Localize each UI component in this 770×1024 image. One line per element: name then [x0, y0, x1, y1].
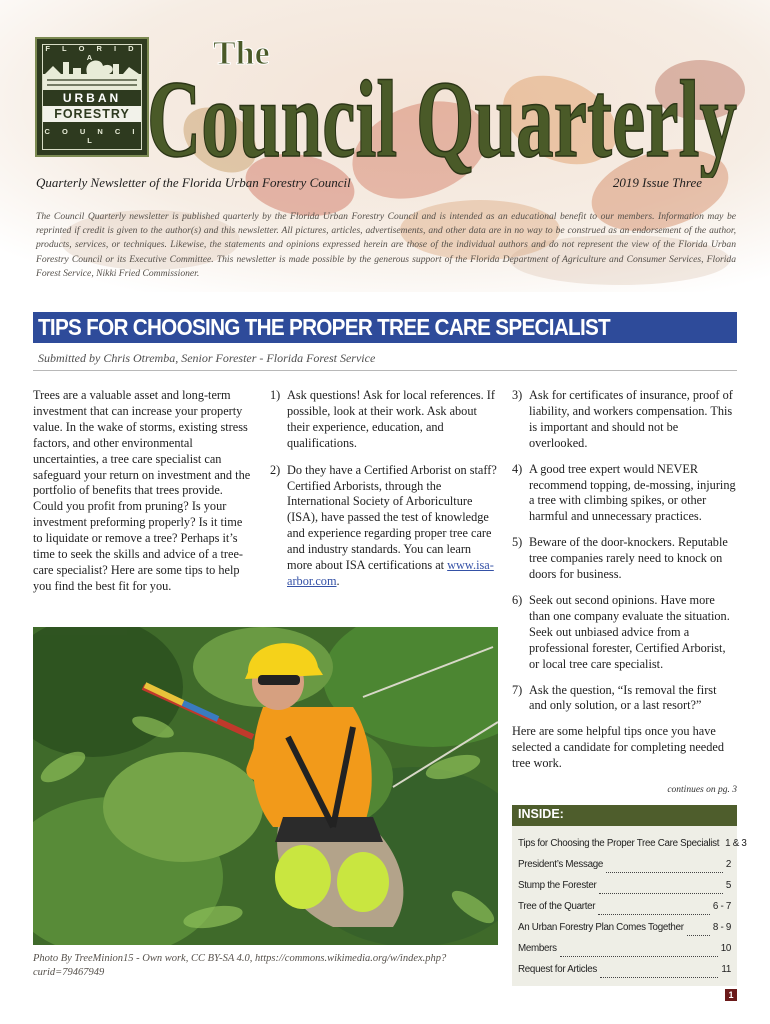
tip-item: 2) Do they have a Certified Arborist on staff? Certified Arborists, through the International Society of Arboriculture (ISA), have passed the test of knowledge and experience regarding proper tree care and industry standards. You can learn more about ISA certifications at www.isa-arbor.com. [270, 462, 497, 588]
tip-item: 7) Ask the question, “Is removal the first and only solution, or a last resort?” [512, 682, 717, 713]
inside-header [512, 805, 737, 826]
article-title: TIPS FOR CHOOSING THE PROPER TREE CARE SPECIALIST [38, 314, 610, 340]
masthead [0, 0, 770, 292]
toc-item[interactable]: Members 10 [518, 941, 731, 962]
tip-item: 3) Ask for certificates of insurance, proof of liability, and workers compensation. This is important and should not be overlooked. [512, 388, 733, 450]
newsletter-title [145, 28, 745, 178]
tips-list-column-2 [512, 388, 737, 724]
tip-item: 4) A good tree expert would NEVER recommend topping, de-mossing, injuring a tree with climbing spikes, or other harmful and unnecessary practices. [512, 461, 736, 524]
logo-florida-text: F L O R I D A [45, 44, 139, 62]
toc-item[interactable]: An Urban Forestry Plan Comes Together 8 - 9 [518, 920, 731, 941]
toc-item[interactable]: Tips for Choosing the Proper Tree Care Specialist 1 & 3 [518, 838, 747, 849]
tip-item: 1) Ask questions! Ask for local references. If possible, look at their work. Ask about their experience, education, and qualifications. [270, 388, 495, 450]
logo-council-text: C O U N C I L [44, 127, 140, 145]
article-intro: Trees are a valuable asset and long-term investment that can increase your property value. In the wake of storms, existing stress factors, and other environmental uncertainties, a tree care specialist can safeguard your return on investment and the portfolio of benefits that trees provide. Could you profit from pruning? Is your investment preforming properly? Is it time to liquidate or remove a tree? Perhaps it’s time to seek the skills and advice of a tree-care specialist? Here are some tips to help you find the best fit for you. [33, 388, 251, 593]
arborist-photo [33, 627, 498, 945]
logo-forestry-text: FORESTRY [43, 106, 141, 122]
tip-item: 6) Seek out second opinions. Have more than one company evaluate the situation. Seek out unbiased advice from a professional forester, Certified Arborist, or local tree care specialist. [512, 592, 730, 671]
toc-item[interactable]: Stump the Forester 5 [518, 878, 731, 899]
title-main: Council Quarterly [147, 58, 737, 178]
title-the: The [213, 35, 270, 72]
newsletter-subtitle: Quarterly Newsletter of the Florida Urban Forestry Council [36, 175, 351, 190]
logo-urban-text: URBAN [62, 91, 122, 105]
article-title-banner [33, 312, 737, 343]
continues-note: continues on pg. 3 [667, 785, 737, 795]
skyline-tree-icon [43, 56, 141, 90]
publication-disclaimer: The Council Quarterly newsletter is published quarterly by the Florida Urban Forestry Council and is intended as an educational benefit to our members. Information may be reprinted if credit is given to the author(s) and this newsletter. All pictures, articles, advertisements, and other data are in no way to be construed as an endorsement of the author, products, services, or techniques. Likewise, the statements and opinions expressed herein are those of the individual authors and do not represent the view of the Florida Urban Forestry Council or its Executive Committee. This newsletter is made possible by the generous support of the Florida Department of Agriculture and Consumer Services, Florida Forest Service, Nikki Fried Commissioner. [36, 211, 736, 279]
tip-item: 5) Beware of the door-knockers. Reputable tree companies rarely need to knock on doors for business. [512, 535, 728, 582]
article-byline: Submitted by Chris Otremba, Senior Forester - Florida Forest Service [38, 351, 376, 365]
toc-item[interactable]: Tree of the Quarter 6 - 7 [518, 899, 731, 920]
tips-list-column-1 [270, 388, 498, 601]
issue-label: 2019 Issue Three [612, 175, 702, 190]
page-number: 1 [725, 989, 737, 1001]
toc-item[interactable]: Request for Articles 11 [518, 962, 731, 983]
divider [33, 370, 737, 371]
inside-heading: INSIDE: [518, 807, 564, 821]
inside-contents [512, 826, 747, 986]
toc-item[interactable]: President’s Message 2 [518, 857, 731, 878]
photo-caption: Photo By TreeMinion15 - Own work, CC BY-SA 4.0, https://commons.wikimedia.org/w/index.php?curid=79467949 [33, 953, 447, 978]
after-tips-text: Here are some helpful tips once you have selected a candidate for completing needed tree work. [512, 724, 725, 770]
isa-arbor-link[interactable]: www.isa-arbor.com [287, 558, 494, 588]
council-logo [35, 37, 149, 157]
